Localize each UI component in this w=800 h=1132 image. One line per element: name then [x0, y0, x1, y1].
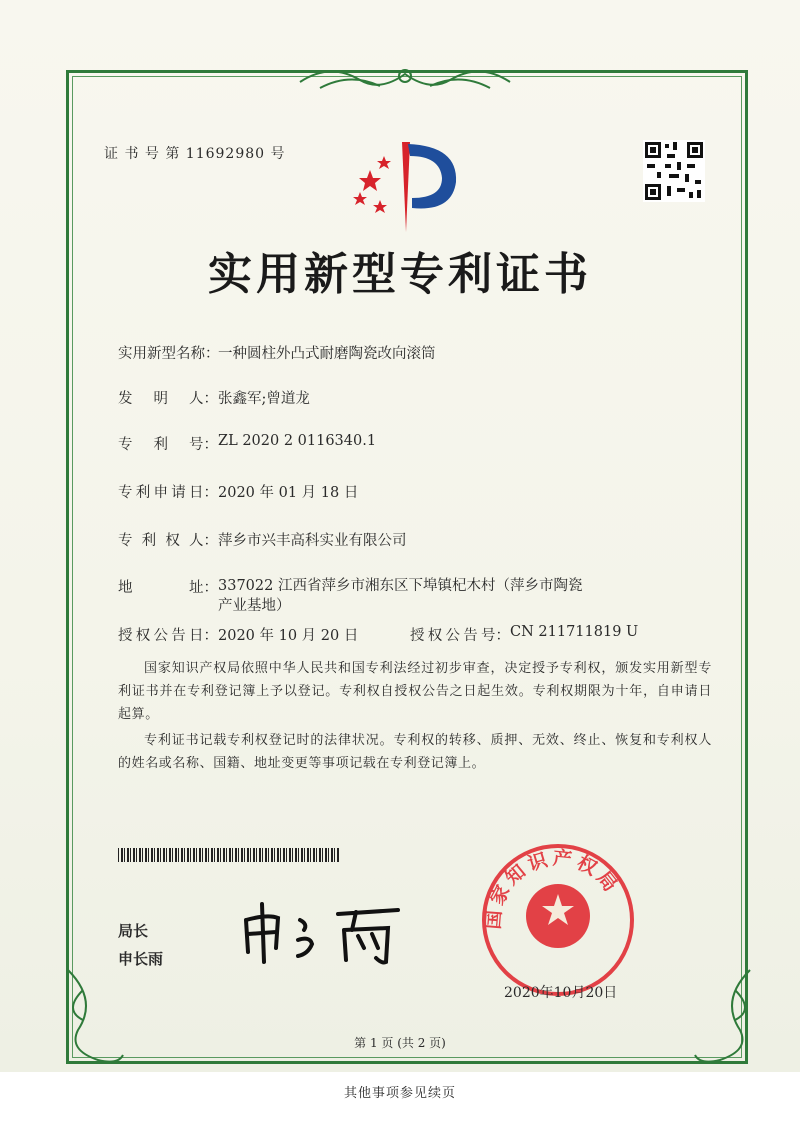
official-seal: [480, 842, 636, 998]
certificate-number: 证 书 号 第 11692980 号: [104, 146, 286, 162]
field-label: 地 址 ：: [118, 580, 218, 596]
seal-text: 国家知识产权局: [482, 847, 624, 931]
signature: [238, 900, 418, 966]
document-title: 实用新型专利证书: [208, 249, 592, 300]
field-value: 337022 江西省萍乡市湘东区下埠镇杞木村（萍乡市陶瓷 产业基地）: [218, 578, 583, 614]
top-ornament: [290, 62, 520, 98]
field-value: 2020 年 01 月 18 日: [218, 485, 359, 501]
field-value: CN 211711819 U: [510, 624, 639, 640]
field-inventor: [118, 387, 310, 408]
field-value: 一种圆柱外凸式耐磨陶瓷改向滚筒: [218, 346, 436, 362]
seal-date: 2020年10月20日: [504, 985, 618, 1001]
field-address: [118, 576, 582, 616]
page-number: 第 1 页 (共 2 页): [354, 1036, 446, 1050]
field-label: 专 利 号 ：: [118, 437, 218, 453]
paragraph: 专利证书记载专利权登记时的法律状况。专利权的转移、质押、无效、终止、恢复和专利权人的姓名或名称、国籍、地址变更等事项记载在专利登记簿上。: [118, 733, 712, 771]
field-grant-date: [118, 624, 638, 645]
field-filing-date: [118, 481, 358, 502]
field-label: 授 权 公 告 号 ：: [410, 628, 510, 644]
signatory-name: 申长雨: [118, 950, 164, 968]
bottom-note: 其他事项参见续页: [343, 1086, 456, 1101]
cnipa-logo: [340, 138, 464, 234]
corner-ornament-left: [58, 960, 128, 1070]
paragraph: 国家知识产权局依照中华人民共和国专利法经过初步审查，决定授予专利权，颁发实用新型专利证书并在专利登记簿上予以登记。专利权自授权公告之日起生效。专利权期限为十年，自申请日起算。: [118, 661, 712, 722]
field-label: 专 利 权 人 ：: [118, 533, 218, 549]
corner-ornament-right: [690, 960, 760, 1070]
field-patent-number: [118, 433, 376, 454]
qr-code: [643, 140, 705, 202]
field-name: [118, 342, 436, 363]
field-label: 专 利 申 请 日 ：: [118, 485, 218, 501]
signatory-title: 局长: [118, 922, 149, 940]
field-label: 发 明 人 ：: [118, 391, 218, 407]
field-label: 实 用 新 型 名 称 ：: [118, 346, 220, 362]
field-label: 授 权 公 告 日 ：: [118, 628, 218, 644]
field-value: 2020 年 10 月 20 日: [218, 628, 359, 644]
field-patentee: [118, 529, 407, 550]
field-value: 萍乡市兴丰高科实业有限公司: [218, 533, 407, 549]
field-value: ZL 2020 2 0116340.1: [218, 433, 377, 449]
barcode: [118, 848, 340, 862]
field-value: 张鑫军;曾道龙: [218, 391, 310, 407]
